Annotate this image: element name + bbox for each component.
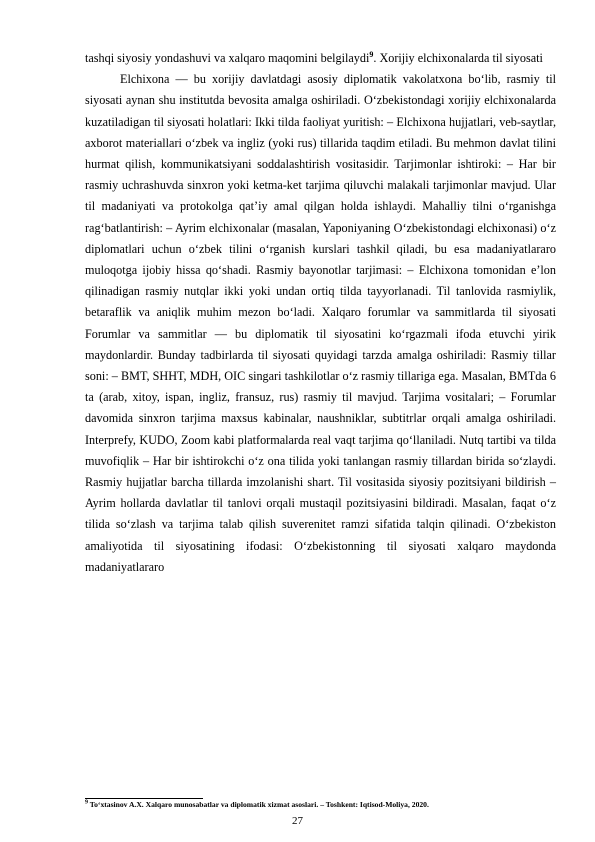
- footnote-divider: [85, 798, 203, 799]
- intro-paragraph: [85, 48, 556, 69]
- body-paragraph: Elchixona — bu xorijiy davlatdagi asosiy diplomatik vakolatxona bo‘lib, rasmiy til siyosati aynan shu institutda bevosita amalga oshiriladi. O‘zbekistondagi xorijiy elchixonalarda kuzatiladigan til siyosati holatlari: Ikki tilda faoliyat yuritish: – Elchixona hujjatlari, veb-saytlar, axborot materiallari o‘zbek va ingliz (yoki rus) tillarida taqdim etiladi. Bu mehmon davlat tilini hurmat qilish, kommunikatsiyani soddalashtirish vositasidir. Tarjimonlar ishtiroki: – Har bir rasmiy uchrashuvda sinxron yoki ketma-ket tarjima qiluvchi malakali tarjimonlar mavjud. Ular til madaniyati va protokolga qat’iy amal qilgan holda ishlaydi. Mahalliy tilni o‘rganishga rag‘batlantirish: – Ayrim elchixonalar (masalan, Yaponiyaning O‘zbekistondagi elchixonasi) o‘z diplomatlari uchun o‘zbek tilini o‘rganish kurslari tashkil qiladi, bu esa madaniyatlararo muloqotga ijobiy hissa qo‘shadi. Rasmiy bayonotlar tarjimasi: – Elchixona tomonidan e’lon qilinadigan rasmiy nutqlar ikki yoki undan ortiq tilda tayyorlanadi. Til tanlovida rasmiylik, betaraflik va aniqlik muhim mezon bo‘ladi. Xalqaro forumlar va sammitlarda til siyosati Forumlar va sammitlar — bu diplomatik til siyosatini ko‘rgazmali ifoda etuvchi yirik maydonlardir. Bunday tadbirlarda til siyosati quyidagi tarzda amalga oshiriladi: Rasmiy tillar soni: – BMT, SHHT, MDH, OIC singari tashkilotlar o‘z rasmiy tillariga ega. Masalan, BMTda 6 ta (arab, xitoy, ispan, ingliz, fransuz, rus) rasmiy til mavjud. Tarjima vositalari; – Forumlar davomida sinxron tarjima maxsus kabinalar, naushniklar, subtitrlar orqali amalga oshiriladi. Interprefy, KUDO, Zoom kabi platformalarda real vaqt tarjima qo‘llaniladi. Nutq tartibi va tilda muvofiqlik – Har bir ishtirokchi o‘z ona tilida yoki tanlangan rasmiy tillardan birida so‘zlaydi. Rasmiy hujjatlar barcha tillarda imzolanishi shart. Til vositasida siyosiy pozitsiyani bildirish – Ayrim hollarda davlatlar til tanlovi orqali mustaqil pozitsiyasini bildiradi. Masalan, faqat o‘z tilida so‘zlash va tarjima talab qilish suverenitet ramzi sifatida talqin qilinadi. O‘zbekiston amaliyotida til siyosatining ifodasi: O‘zbekistonning til siyosati xalqaro maydonda madaniyatlararo: [85, 72, 556, 574]
- intro-text: tashqi siyosiy yondashuvi va xalqaro maqomini belgilaydi: [85, 51, 370, 65]
- intro-text-end: . Xorijiy elchixonalarda til siyosati: [373, 51, 543, 65]
- footnote-reference[interactable]: 9: [369, 49, 374, 59]
- page-number: 27: [292, 815, 303, 827]
- main-text: [85, 48, 556, 578]
- footnote-number: 9: [85, 799, 88, 806]
- footnote: [85, 800, 565, 809]
- footnote-text: To‘xtasinov A.X. Xalqaro munosabatlar va diplomatik xizmat asoslari. – Toshkent: Iqtisod-Moliya, 2020.: [88, 800, 429, 809]
